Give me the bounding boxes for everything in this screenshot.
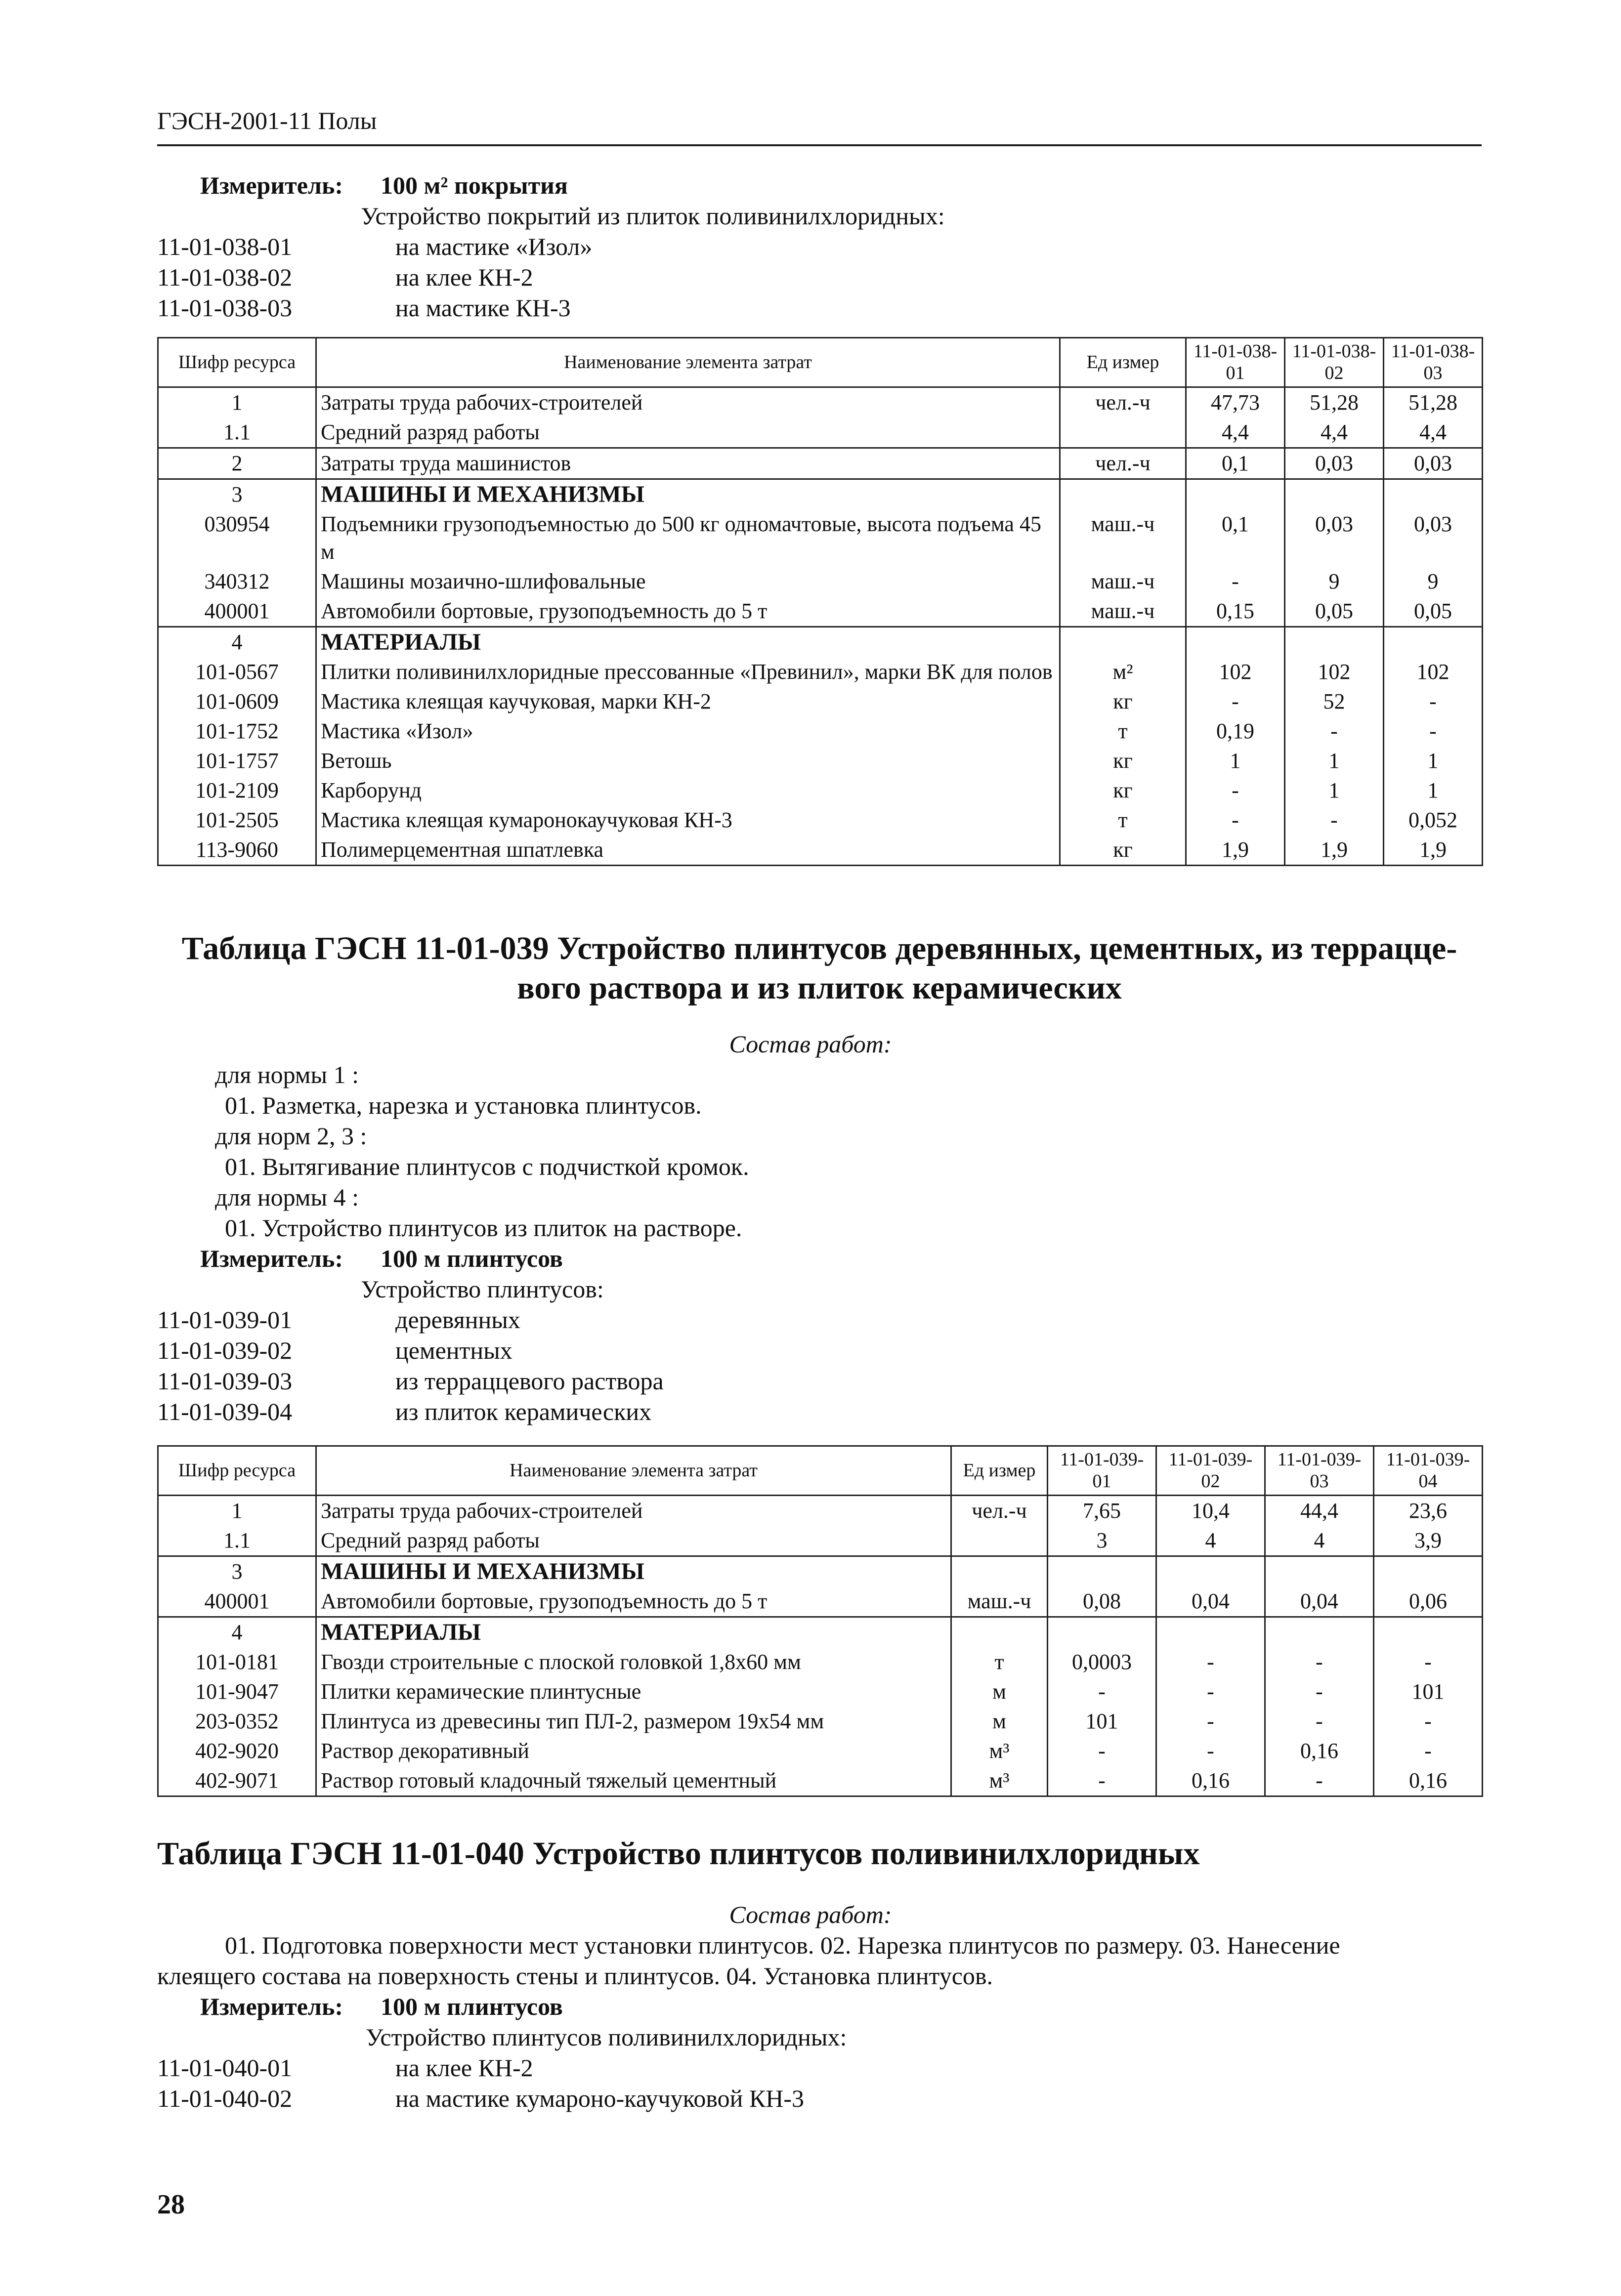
resource-name: Раствор готовый кладочный тяжелый цементный xyxy=(316,1766,951,1796)
resource-unit: чел.-ч xyxy=(951,1496,1048,1526)
meter-value: 100 м² покрытия xyxy=(381,171,568,199)
resource-value: 10,4 xyxy=(1156,1496,1265,1526)
resource-name: Плитки керамические плинтусные xyxy=(316,1677,951,1707)
resource-name: Мастика клеящая кумаронокаучуковая КН-3 xyxy=(316,805,1060,835)
resource-value: - xyxy=(1186,776,1285,805)
resource-value: - xyxy=(1156,1736,1265,1766)
norm-code: 11-01-039-02 xyxy=(157,1336,293,1364)
header-rule xyxy=(157,144,1482,146)
table-row xyxy=(158,448,1483,479)
table-row xyxy=(158,746,1483,776)
resource-value: - xyxy=(1156,1707,1265,1736)
resource-code: 402-9020 xyxy=(158,1736,316,1766)
resource-value: 0,052 xyxy=(1384,805,1483,835)
resource-code: 203-0352 xyxy=(158,1707,316,1736)
resource-value: 1,9 xyxy=(1186,835,1285,866)
section-code: 3 xyxy=(158,1556,316,1587)
resource-code: 400001 xyxy=(158,1586,316,1617)
resource-value: - xyxy=(1156,1647,1265,1677)
col-header: Наименование элемента затрат xyxy=(316,1446,951,1496)
resource-name: Ветошь xyxy=(316,746,1060,776)
resource-value: 1 xyxy=(1285,746,1384,776)
resource-unit: м xyxy=(951,1707,1048,1736)
resource-value: 1 xyxy=(1285,776,1384,805)
meter-value: 100 м плинтусов xyxy=(381,1993,563,2020)
table-row xyxy=(158,1526,1483,1556)
resource-unit: маш.-ч xyxy=(1060,509,1186,567)
resource-name: Средний разряд работы xyxy=(316,1526,951,1556)
resource-unit: чел.-ч xyxy=(1060,387,1186,418)
section-title: МАТЕРИАЛЫ xyxy=(316,1617,951,1648)
resource-value: 47,73 xyxy=(1186,387,1285,418)
resource-code: 400001 xyxy=(158,596,316,627)
resource-value: - xyxy=(1384,716,1483,746)
resource-name: Подъемники грузоподъемностью до 500 кг одномачтовые, высота подъема 45 м xyxy=(316,509,1060,567)
section-row xyxy=(158,627,1483,658)
resource-code: 101-0567 xyxy=(158,657,316,687)
col-header: Ед измер xyxy=(951,1446,1048,1496)
resource-name: Затраты труда рабочих-строителей xyxy=(316,387,1060,418)
norm-text: на клее КН-2 xyxy=(395,263,533,291)
resource-value: 0,03 xyxy=(1384,448,1483,479)
table-row xyxy=(158,1647,1483,1677)
table-title: Таблица ГЭСН 11-01-040 Устройство плинтусов поливинилхлоридных xyxy=(157,1836,1200,1872)
resource-value: 101 xyxy=(1048,1707,1156,1736)
resource-table-039 xyxy=(157,1445,1483,1797)
resource-name: Карборунд xyxy=(316,776,1060,805)
table-row xyxy=(158,835,1483,866)
table-row xyxy=(158,1586,1483,1617)
resource-value: 4,4 xyxy=(1285,417,1384,448)
resource-unit: маш.-ч xyxy=(1060,596,1186,627)
table-row xyxy=(158,657,1483,687)
resource-name: Машины мозаично-шлифовальные xyxy=(316,567,1060,596)
works-item: для норм 2, 3 : xyxy=(215,1122,367,1150)
page-number: 28 xyxy=(157,2189,185,2220)
section-row xyxy=(158,1556,1483,1587)
resource-value: 9 xyxy=(1285,567,1384,596)
norm-code: 11-01-039-01 xyxy=(157,1306,293,1334)
section-row xyxy=(158,479,1483,510)
section-row xyxy=(158,1617,1483,1648)
col-header: Шифр ресурса xyxy=(158,338,316,387)
resource-value: 4,4 xyxy=(1384,417,1483,448)
table-row xyxy=(158,596,1483,627)
resource-value: 0,03 xyxy=(1285,509,1384,567)
meter-value: 100 м плинтусов xyxy=(381,1245,563,1272)
resource-value: 102 xyxy=(1285,657,1384,687)
resource-unit: чел.-ч xyxy=(1060,448,1186,479)
resource-code: 402-9071 xyxy=(158,1766,316,1796)
resource-unit: кг xyxy=(1060,776,1186,805)
resource-value: 0,0003 xyxy=(1048,1647,1156,1677)
works-text: 01. Подготовка поверхности мест установки плинтусов. 02. Нарезка плинтусов по размеру. 03. Нанесение xyxy=(225,1931,1340,1959)
resource-name: Мастика клеящая каучуковая, марки КН-2 xyxy=(316,687,1060,716)
section-code: 4 xyxy=(158,1617,316,1648)
resource-value: 23,6 xyxy=(1374,1496,1483,1526)
col-header: Наименование элемента затрат xyxy=(316,338,1060,387)
norm-code: 11-01-040-02 xyxy=(157,2085,293,2112)
resource-code: 340312 xyxy=(158,567,316,596)
norm-code: 11-01-039-03 xyxy=(157,1367,293,1395)
resource-name: Автомобили бортовые, грузоподъемность до 5 т xyxy=(316,596,1060,627)
resource-value: - xyxy=(1048,1766,1156,1796)
resource-value: 1 xyxy=(1186,746,1285,776)
resource-name: Плинтуса из древесины тип ПЛ-2, размером 19х54 мм xyxy=(316,1707,951,1736)
resource-value: 0,03 xyxy=(1384,509,1483,567)
works-item: для нормы 1 : xyxy=(215,1061,359,1088)
resource-unit: кг xyxy=(1060,687,1186,716)
resource-value: 102 xyxy=(1384,657,1483,687)
table-row xyxy=(158,1707,1483,1736)
resource-code: 030954 xyxy=(158,509,316,567)
resource-name: Затраты труда рабочих-строителей xyxy=(316,1496,951,1526)
resource-unit: кг xyxy=(1060,746,1186,776)
resource-value: 3,9 xyxy=(1374,1526,1483,1556)
resource-unit: маш.-ч xyxy=(951,1586,1048,1617)
table-row xyxy=(158,1496,1483,1526)
works-intro: Устройство покрытий из плиток поливинилхлоридных: xyxy=(361,202,945,230)
resource-code: 101-2505 xyxy=(158,805,316,835)
resource-unit: м³ xyxy=(951,1766,1048,1796)
resource-value: 0,1 xyxy=(1186,509,1285,567)
col-header: 11-01-039-02 xyxy=(1156,1446,1265,1496)
resource-value: 0,16 xyxy=(1265,1736,1374,1766)
resource-unit: т xyxy=(1060,716,1186,746)
resource-code: 1 xyxy=(158,1496,316,1526)
resource-value: - xyxy=(1186,567,1285,596)
resource-code: 101-9047 xyxy=(158,1677,316,1707)
resource-value: 0,04 xyxy=(1265,1586,1374,1617)
resource-value: 0,08 xyxy=(1048,1586,1156,1617)
resource-value: - xyxy=(1186,805,1285,835)
resource-unit: м xyxy=(951,1677,1048,1707)
norm-text: на мастике «Изол» xyxy=(395,233,593,260)
resource-code: 101-1757 xyxy=(158,746,316,776)
resource-unit xyxy=(951,1526,1048,1556)
meter-label: Измеритель: xyxy=(200,1993,343,2020)
section-title: МАШИНЫ И МЕХАНИЗМЫ xyxy=(316,1556,951,1587)
table-row xyxy=(158,1677,1483,1707)
resource-value: - xyxy=(1265,1647,1374,1677)
resource-value: 0,06 xyxy=(1374,1586,1483,1617)
resource-value: 0,16 xyxy=(1156,1766,1265,1796)
resource-value: 4 xyxy=(1265,1526,1374,1556)
resource-value: 0,19 xyxy=(1186,716,1285,746)
resource-name: Раствор декоративный xyxy=(316,1736,951,1766)
running-header: ГЭСН-2001-11 Полы xyxy=(157,107,377,134)
resource-value: 101 xyxy=(1374,1677,1483,1707)
resource-value: 0,16 xyxy=(1374,1766,1483,1796)
meter-label: Измеритель: xyxy=(200,171,343,199)
norm-code: 11-01-038-02 xyxy=(157,263,293,291)
norm-text: из терраццевого раствора xyxy=(395,1367,664,1395)
table-row xyxy=(158,687,1483,716)
resource-value: 4 xyxy=(1156,1526,1265,1556)
works-item: 01. Разметка, нарезка и установка плинтусов. xyxy=(225,1091,702,1119)
resource-value: 51,28 xyxy=(1285,387,1384,418)
table-row xyxy=(158,805,1483,835)
norm-text: на клее КН-2 xyxy=(395,2054,533,2082)
resource-value: 102 xyxy=(1186,657,1285,687)
resource-name: Мастика «Изол» xyxy=(316,716,1060,746)
section-title: МАТЕРИАЛЫ xyxy=(316,627,1060,658)
resource-value: - xyxy=(1156,1677,1265,1707)
resource-code: 101-2109 xyxy=(158,776,316,805)
col-header: 11-01-038-01 xyxy=(1186,338,1285,387)
resource-value: - xyxy=(1285,805,1384,835)
works-heading: Состав работ: xyxy=(729,1901,892,1928)
resource-value: 1 xyxy=(1384,746,1483,776)
works-item: 01. Вытягивание плинтусов с подчисткой кромок. xyxy=(225,1153,749,1180)
resource-table-038 xyxy=(157,337,1483,866)
resource-unit: м² xyxy=(1060,657,1186,687)
col-header: 11-01-039-03 xyxy=(1265,1446,1374,1496)
resource-name: Затраты труда машинистов xyxy=(316,448,1060,479)
resource-value: 0,15 xyxy=(1186,596,1285,627)
resource-value: - xyxy=(1048,1677,1156,1707)
resource-unit: т xyxy=(1060,805,1186,835)
resource-code: 101-1752 xyxy=(158,716,316,746)
table-row xyxy=(158,387,1483,418)
meter-label: Измеритель: xyxy=(200,1245,343,1272)
resource-name: Полимерцементная шпатлевка xyxy=(316,835,1060,866)
resource-value: - xyxy=(1374,1707,1483,1736)
resource-code: 101-0609 xyxy=(158,687,316,716)
resource-code: 1 xyxy=(158,387,316,418)
col-header: Ед измер xyxy=(1060,338,1186,387)
resource-code: 1.1 xyxy=(158,417,316,448)
resource-name: Плитки поливинилхлоридные прессованные «Превинил», марки ВК для полов xyxy=(316,657,1060,687)
resource-code: 2 xyxy=(158,448,316,479)
resource-name: Гвозди строительные с плоской головкой 1,8х60 мм xyxy=(316,1647,951,1677)
table-row xyxy=(158,776,1483,805)
resource-name: Средний разряд работы xyxy=(316,417,1060,448)
resource-unit xyxy=(1060,417,1186,448)
resource-value: 51,28 xyxy=(1384,387,1483,418)
norm-text: на мастике КН-3 xyxy=(395,294,571,322)
resource-value: - xyxy=(1384,687,1483,716)
col-header: 11-01-039-01 xyxy=(1048,1446,1156,1496)
col-header: Шифр ресурса xyxy=(158,1446,316,1496)
table-row xyxy=(158,567,1483,596)
table-title-line1: Таблица ГЭСН 11-01-039 Устройство плинтусов деревянных, цементных, из террацце- xyxy=(181,930,1457,966)
resource-unit: м³ xyxy=(951,1736,1048,1766)
resource-value: 0,03 xyxy=(1285,448,1384,479)
table-row xyxy=(158,1766,1483,1796)
resource-value: - xyxy=(1048,1736,1156,1766)
resource-code: 1.1 xyxy=(158,1526,316,1556)
norm-code: 11-01-038-01 xyxy=(157,233,293,260)
resource-value: - xyxy=(1265,1677,1374,1707)
works-intro: Устройство плинтусов поливинилхлоридных: xyxy=(366,2023,847,2051)
resource-value: - xyxy=(1374,1647,1483,1677)
resource-value: - xyxy=(1265,1766,1374,1796)
norm-text: на мастике кумароно-каучуковой КН-3 xyxy=(395,2085,805,2112)
resource-value: 52 xyxy=(1285,687,1384,716)
norm-text: цементных xyxy=(395,1336,512,1364)
resource-code: 101-0181 xyxy=(158,1647,316,1677)
table-row xyxy=(158,1736,1483,1766)
resource-value: 1,9 xyxy=(1384,835,1483,866)
resource-value: - xyxy=(1285,716,1384,746)
resource-unit: маш.-ч xyxy=(1060,567,1186,596)
resource-value: 44,4 xyxy=(1265,1496,1374,1526)
resource-value: 1 xyxy=(1384,776,1483,805)
table-row xyxy=(158,509,1483,567)
resource-value: 0,05 xyxy=(1285,596,1384,627)
resource-value: 0,04 xyxy=(1156,1586,1265,1617)
col-header: 11-01-039-04 xyxy=(1374,1446,1483,1496)
col-header: 11-01-038-02 xyxy=(1285,338,1384,387)
works-intro: Устройство плинтусов: xyxy=(361,1275,604,1303)
works-item: для нормы 4 : xyxy=(215,1183,359,1211)
section-title: МАШИНЫ И МЕХАНИЗМЫ xyxy=(316,479,1060,510)
works-text: клеящего состава на поверхность стены и плинтусов. 04. Установка плинтусов. xyxy=(157,1962,993,1990)
resource-value: 9 xyxy=(1384,567,1483,596)
works-heading: Состав работ: xyxy=(729,1030,892,1058)
norm-text: деревянных xyxy=(395,1306,520,1334)
norm-code: 11-01-038-03 xyxy=(157,294,293,322)
resource-value: 1,9 xyxy=(1285,835,1384,866)
resource-value: - xyxy=(1186,687,1285,716)
table-row xyxy=(158,716,1483,746)
resource-value: 0,05 xyxy=(1384,596,1483,627)
col-header: 11-01-038-03 xyxy=(1384,338,1483,387)
works-item: 01. Устройство плинтусов из плиток на растворе. xyxy=(225,1214,742,1242)
resource-value: 4,4 xyxy=(1186,417,1285,448)
table-title-line2: вого раствора и из плиток керамических xyxy=(517,970,1122,1006)
table-row xyxy=(158,417,1483,448)
section-code: 4 xyxy=(158,627,316,658)
resource-name: Автомобили бортовые, грузоподъемность до 5 т xyxy=(316,1586,951,1617)
resource-value: 0,1 xyxy=(1186,448,1285,479)
resource-code: 113-9060 xyxy=(158,835,316,866)
section-code: 3 xyxy=(158,479,316,510)
resource-unit: кг xyxy=(1060,835,1186,866)
norm-code: 11-01-040-01 xyxy=(157,2054,293,2082)
resource-value: 7,65 xyxy=(1048,1496,1156,1526)
resource-value: - xyxy=(1265,1707,1374,1736)
norm-text: из плиток керамических xyxy=(395,1398,652,1425)
resource-value: - xyxy=(1374,1736,1483,1766)
resource-unit: т xyxy=(951,1647,1048,1677)
norm-code: 11-01-039-04 xyxy=(157,1398,293,1425)
resource-value: 3 xyxy=(1048,1526,1156,1556)
